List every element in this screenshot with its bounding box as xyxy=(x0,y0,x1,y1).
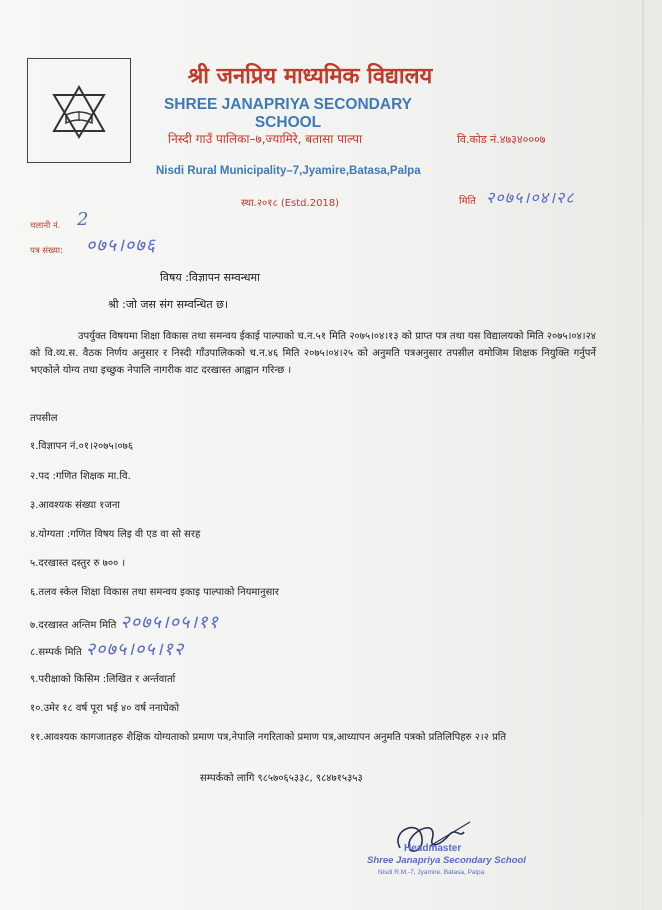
list-item xyxy=(30,637,610,661)
letter-body: उपर्युक्त विषयमा शिक्षा विकास तथा समन्वय ईकाई पाल्पाको च.न.५१ मिति २०७५।०४।१३ को प्राप्त पत्र तथा यस विद्यालयको मिति २०७५।०४।२४ को वि.व्य.स. वैठक निर्णय अनुसार र निस्दी गाँउपालिकको च.न.४६ मिति २०७५।०४।२५ को अनुमति पत्रअनुसार तपसील वमोजिम शिक्षक नियुक्ति गर्नुपर्ने भएकोले योग्य तथा इच्छुक नेपालि नागरीक वाट दरखास्त आह्वान गरिन्छ । xyxy=(30,331,596,376)
contact-line: सम्पर्कको लागि ९८५७०६५३३८, ९८४७१५३५३ xyxy=(200,773,363,784)
item-text: ११.आवश्यक कागजातहरु शैक्षिक योग्यताको प्रमाण पत्र,नेपालि नगरिताको प्रमाण पत्र,आध्यापन अनुमति पत्रको प्रतिलिपिहरु २।२ प्रति xyxy=(30,732,507,743)
item-text: ३.आवश्यक संख्या १जना xyxy=(30,500,121,511)
list-item xyxy=(30,555,610,569)
item-handwritten-date: २०७५।०५।११ xyxy=(120,612,219,633)
item-text: ८.सम्पर्क मिति xyxy=(30,647,82,658)
item-text: ४.योग्यता :गणित विषय लिइ वी एड वा सो सरह xyxy=(30,529,201,540)
date-handwritten: २०७५।०४।२८ xyxy=(486,188,575,207)
letter-subject: विषय :विज्ञापन सम्वन्धमा xyxy=(160,271,260,284)
dispatch-number-label: चलानी नं. xyxy=(30,221,61,231)
star-book-emblem-icon xyxy=(44,81,114,141)
item-handwritten-date: २०७५।०५।१२ xyxy=(85,639,185,660)
list-item xyxy=(30,671,610,685)
address-nepali: निस्दी गाउँ पालिका–७,ज्यामिरे, बतासा पाल्पा xyxy=(168,132,363,146)
dispatch-number-value: 2 xyxy=(77,209,90,230)
item-text: ९.परीक्षाको किसिम :लिखित र अर्न्तवार्ता xyxy=(30,674,176,685)
item-text: ६.तलव स्केल शिक्षा विकास तथा समन्वय इकाइ पाल्पाको नियमानुसार xyxy=(30,587,279,598)
item-text: ७.दरखास्त अन्तिम मिति xyxy=(30,620,117,631)
details-heading: तपसील xyxy=(30,413,58,424)
list-item xyxy=(30,584,610,598)
address-english: Nisdi Rural Municipality–7,Jyamire,Batasa,Palpa xyxy=(156,165,421,177)
item-text: १०.उमेर १८ वर्ष पूरा भई ४० वर्ष ननाघेको xyxy=(30,703,180,714)
list-item xyxy=(30,700,610,714)
headmaster-address: Nisdi R.M.-7, Jyamire, Batasa, Palpa xyxy=(378,869,485,876)
list-item xyxy=(30,438,610,452)
list-item xyxy=(30,526,610,540)
established-year: स्था.२०१८ (Estd.2018) xyxy=(241,198,340,209)
letter-number-label: पत्र संख्या: xyxy=(30,246,63,256)
school-logo xyxy=(27,58,131,163)
item-text: २.पद :गणित शिक्षक मा.वि. xyxy=(30,471,131,482)
school-name-english: SHREE JANAPRIYA SECONDARY SCHOOL xyxy=(163,96,413,131)
school-code: वि.कोड नं.४७३४०००७ xyxy=(457,133,546,146)
letter-addressee: श्री :जो जस संग सम्वन्धित छ। xyxy=(108,298,229,311)
list-item xyxy=(30,497,610,511)
headmaster-school: Shree Janapriya Secondary School xyxy=(367,855,526,866)
school-name-nepali: श्री जनप्रिय माध्यमिक विद्यालय xyxy=(187,64,433,89)
letter-number-value: ०७५।०७६ xyxy=(86,235,156,256)
item-text: १.विज्ञापन नं.०१।२०७५।०७६ xyxy=(30,441,134,452)
date-label: मिति xyxy=(459,196,476,207)
paper-fold xyxy=(642,0,644,910)
list-item xyxy=(30,729,610,746)
headmaster-title: Headmaster xyxy=(404,843,462,854)
list-item xyxy=(30,468,610,482)
item-text: ५.दरखास्त दस्तुर रु ७०० । xyxy=(30,558,126,569)
list-item xyxy=(30,610,610,634)
